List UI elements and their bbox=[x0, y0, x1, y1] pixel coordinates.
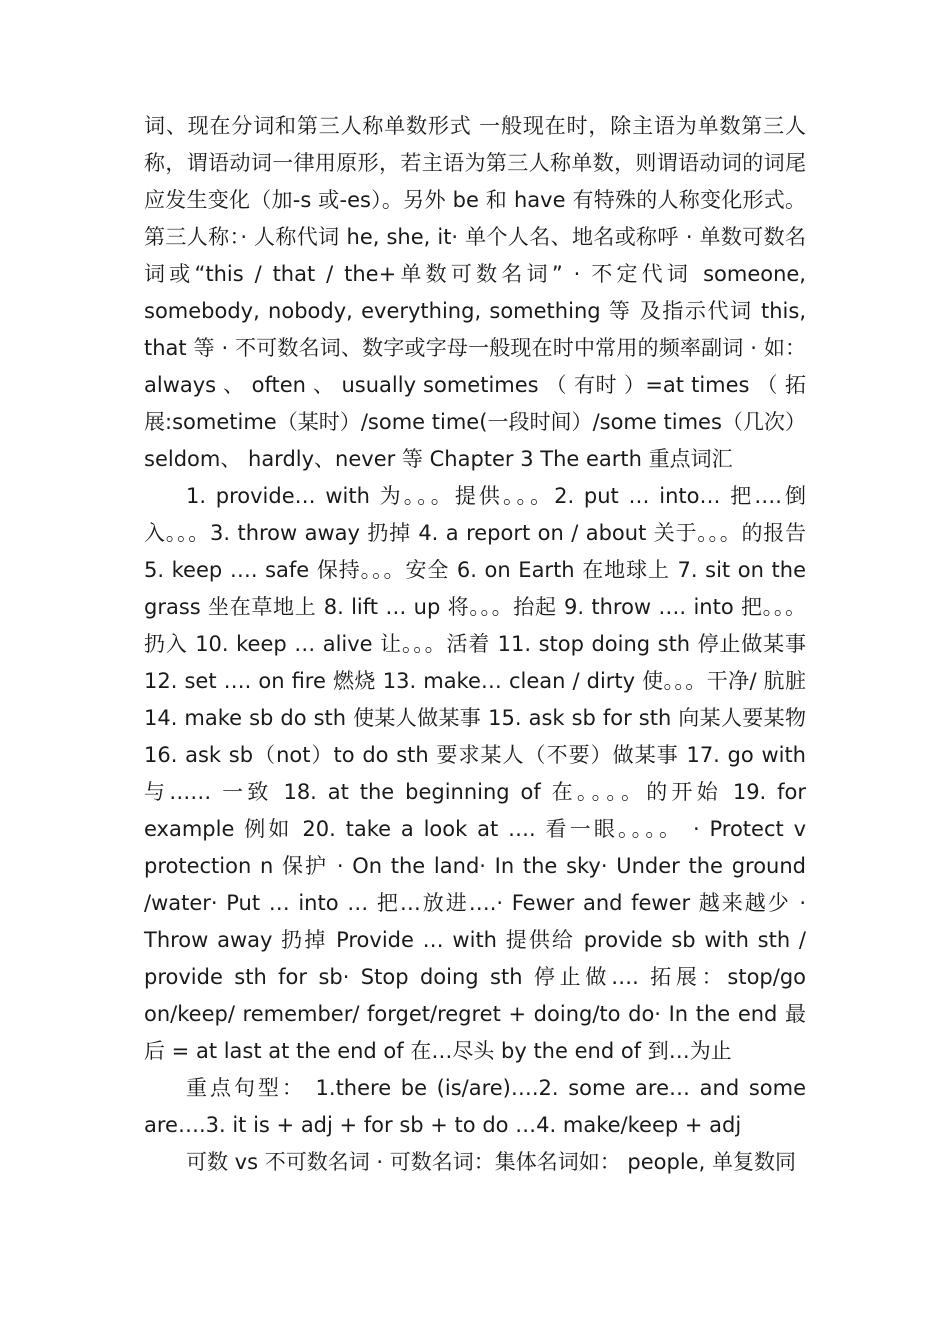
paragraph-countable-nouns: 可数 vs 不可数名词 · 可数名词：集体名词如： people, 单复数同 bbox=[186, 1150, 796, 1174]
document-page bbox=[144, 108, 806, 1181]
paragraph-key-phrases: 1. provide… with 为。。。提供。。。2. put … into… 把….倒入。。。3. throw away 扔掉 4. a report on / about 关于。。。的报告 5. keep …. safe 保持。。。安全 6. on Earth 在地球上 7. sit on the grass 坐在草地上 8. lift … up 将。。。抬起 9. throw …. into 把。。。扔入 10. keep … alive 让。。。活着 11. stop doing sth 停止做某事 12. set …. on fire 燃烧 13. make… clean / dirty 使。。。干净/ 肮脏 14. make sb do sth 使某人做某事 15. ask sb for sth 向某人要某物 16. ask sb（not）to do sth 要求某人（不要）做某事 17. go with 与…… 一致 18. at the beginning of 在。。。。的开始 19. for example 例如 20. take a look at …. 看一眼。。。。 · Protect v protection n 保护 · On the land· In the sky· Under the ground /water· Put … into … 把…放进….· Fewer and fewer 越来越少 · Throw away 扔掉 Provide … with 提供给 provide sb with sth / provide sth for sb· Stop doing sth 停止做…. 拓展：stop/go on/keep/ remember/ forget/regret + doing/to do· In the end 最后 = at last at the end of 在…尽头 by the end of 到…为止 bbox=[144, 484, 806, 1063]
paragraph-verb-forms: 词、现在分词和第三人称单数形式 一般现在时，除主语为单数第三人称，谓语动词一律用原形，若主语为第三人称单数，则谓语动词的词尾应发生变化（加-s 或-es）。另外 be 和 have 有特殊的人称变化形式。 第三人称：· 人称代词 he, she, it· 单个人名、地名或称呼 · 单数可数名词或“this / that / the+单数可数名词” · 不定代词 someone, somebody, nobody, everything, something 等 及指示代词 this, that 等 · 不可数名词、数字或字母一般现在时中常用的频率副词 · 如：always 、 often 、 usually sometimes （ 有时 ）=at times （ 拓展:sometime（某时）/some time(一段时间）/some times（几次） seldom、 hardly、never 等 Chapter 3 The earth 重点词汇 bbox=[144, 114, 806, 471]
paragraph-key-sentence-patterns: 重点句型： 1.there be (is/are)….2. some are… and some are….3. it is + adj + for sb + to do …4. make/keep + adj bbox=[144, 1076, 806, 1137]
